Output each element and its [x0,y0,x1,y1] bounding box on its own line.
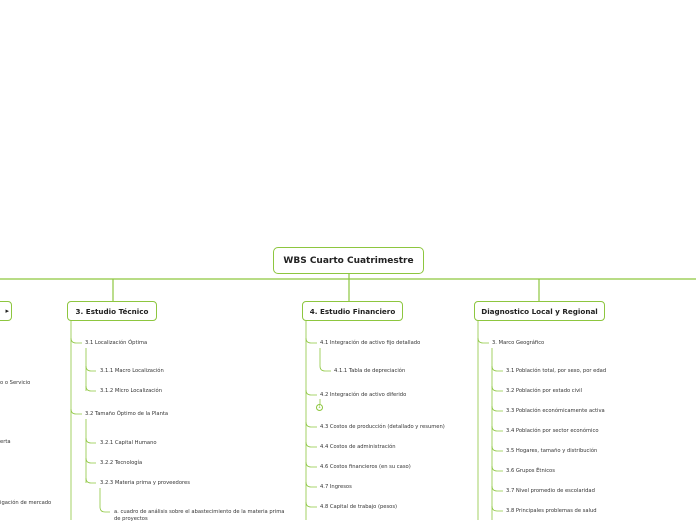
left-partial-item-2[interactable]: erta [0,439,11,445]
root-topic-label: WBS Cuarto Cuatrimestre [283,255,414,266]
diagnostico-item[interactable]: 3.1 Población total, por sexo, por edad [506,368,607,374]
financiero-item[interactable]: 4.1 Integración de activo fijo detallado [320,340,421,346]
financiero-item[interactable]: 4.7 Ingresos [320,484,352,490]
financiero-item[interactable]: 4.1.1 Tabla de depreciación [334,368,406,374]
left-partial-item-1[interactable]: o o Servicio [0,380,31,386]
section-estudio-financiero[interactable] [302,301,403,321]
diagnostico-item[interactable]: 3.8 Principales problemas de salud [506,508,597,514]
left-partial-section[interactable] [0,301,12,321]
tecnico-item[interactable]: a. cuadro de análisis sobre el abastecimiento de la materia prima de proyectos [114,509,285,522]
tecnico-item[interactable]: 3.2 Tamaño Óptimo de la Planta [85,411,169,417]
tecnico-item[interactable]: 3.2.3 Materia prima y proveedores [100,480,190,486]
section-estudio-tecnico[interactable] [67,301,157,321]
diagnostico-item[interactable]: 3.6 Grupos Étnicos [506,468,555,474]
diagnostico-item[interactable]: 3.3 Población económicamente activa [506,408,605,414]
section-estudio-financiero-label: 4. Estudio Financiero [309,306,396,316]
section-diagnostico-label: Diagnostico Local y Regional [481,306,598,316]
left-partial-item-3[interactable]: igación de mercado [0,500,52,506]
tecnico-item[interactable]: 3.1.2 Micro Localización [100,388,163,394]
tecnico-item[interactable]: 3.1 Localización Óptima [85,340,148,346]
collapsed-count-badge[interactable]: 1 [316,404,323,411]
financiero-item[interactable]: 4.3 Costos de producción (detallado y resumen) [320,424,445,430]
financiero-item[interactable]: 4.4 Costos de administración [320,444,396,450]
section-diagnostico-local-regional[interactable] [474,301,605,321]
diagnostico-item[interactable]: 3.5 Hogares, tamaño y distribución [506,448,598,454]
tecnico-item[interactable]: 3.2.1 Capital Humano [100,440,157,446]
financiero-item[interactable]: 4.6 Costos financieros (en su caso) [320,464,411,470]
left-partial-mark: ▸ [5,307,9,315]
diagnostico-item[interactable]: 3.2 Población por estado civil [506,388,583,394]
section-estudio-tecnico-label: 3. Estudio Técnico [75,306,149,316]
diagnostico-item[interactable]: 3.7 Nivel promedio de escolaridad [506,488,595,494]
diagnostico-item[interactable]: 3. Marco Geográfico [492,340,545,346]
diagnostico-item[interactable]: 3.4 Población por sector económico [506,428,599,434]
tecnico-item[interactable]: 3.2.2 Tecnología [100,460,143,466]
financiero-item[interactable]: 4.8 Capital de trabajo (pesos) [320,504,398,510]
tecnico-item[interactable]: 3.1.1 Macro Localización [100,368,164,374]
root-topic[interactable] [273,247,424,274]
financiero-item[interactable]: 4.2 Integración de activo diferido [320,392,407,398]
